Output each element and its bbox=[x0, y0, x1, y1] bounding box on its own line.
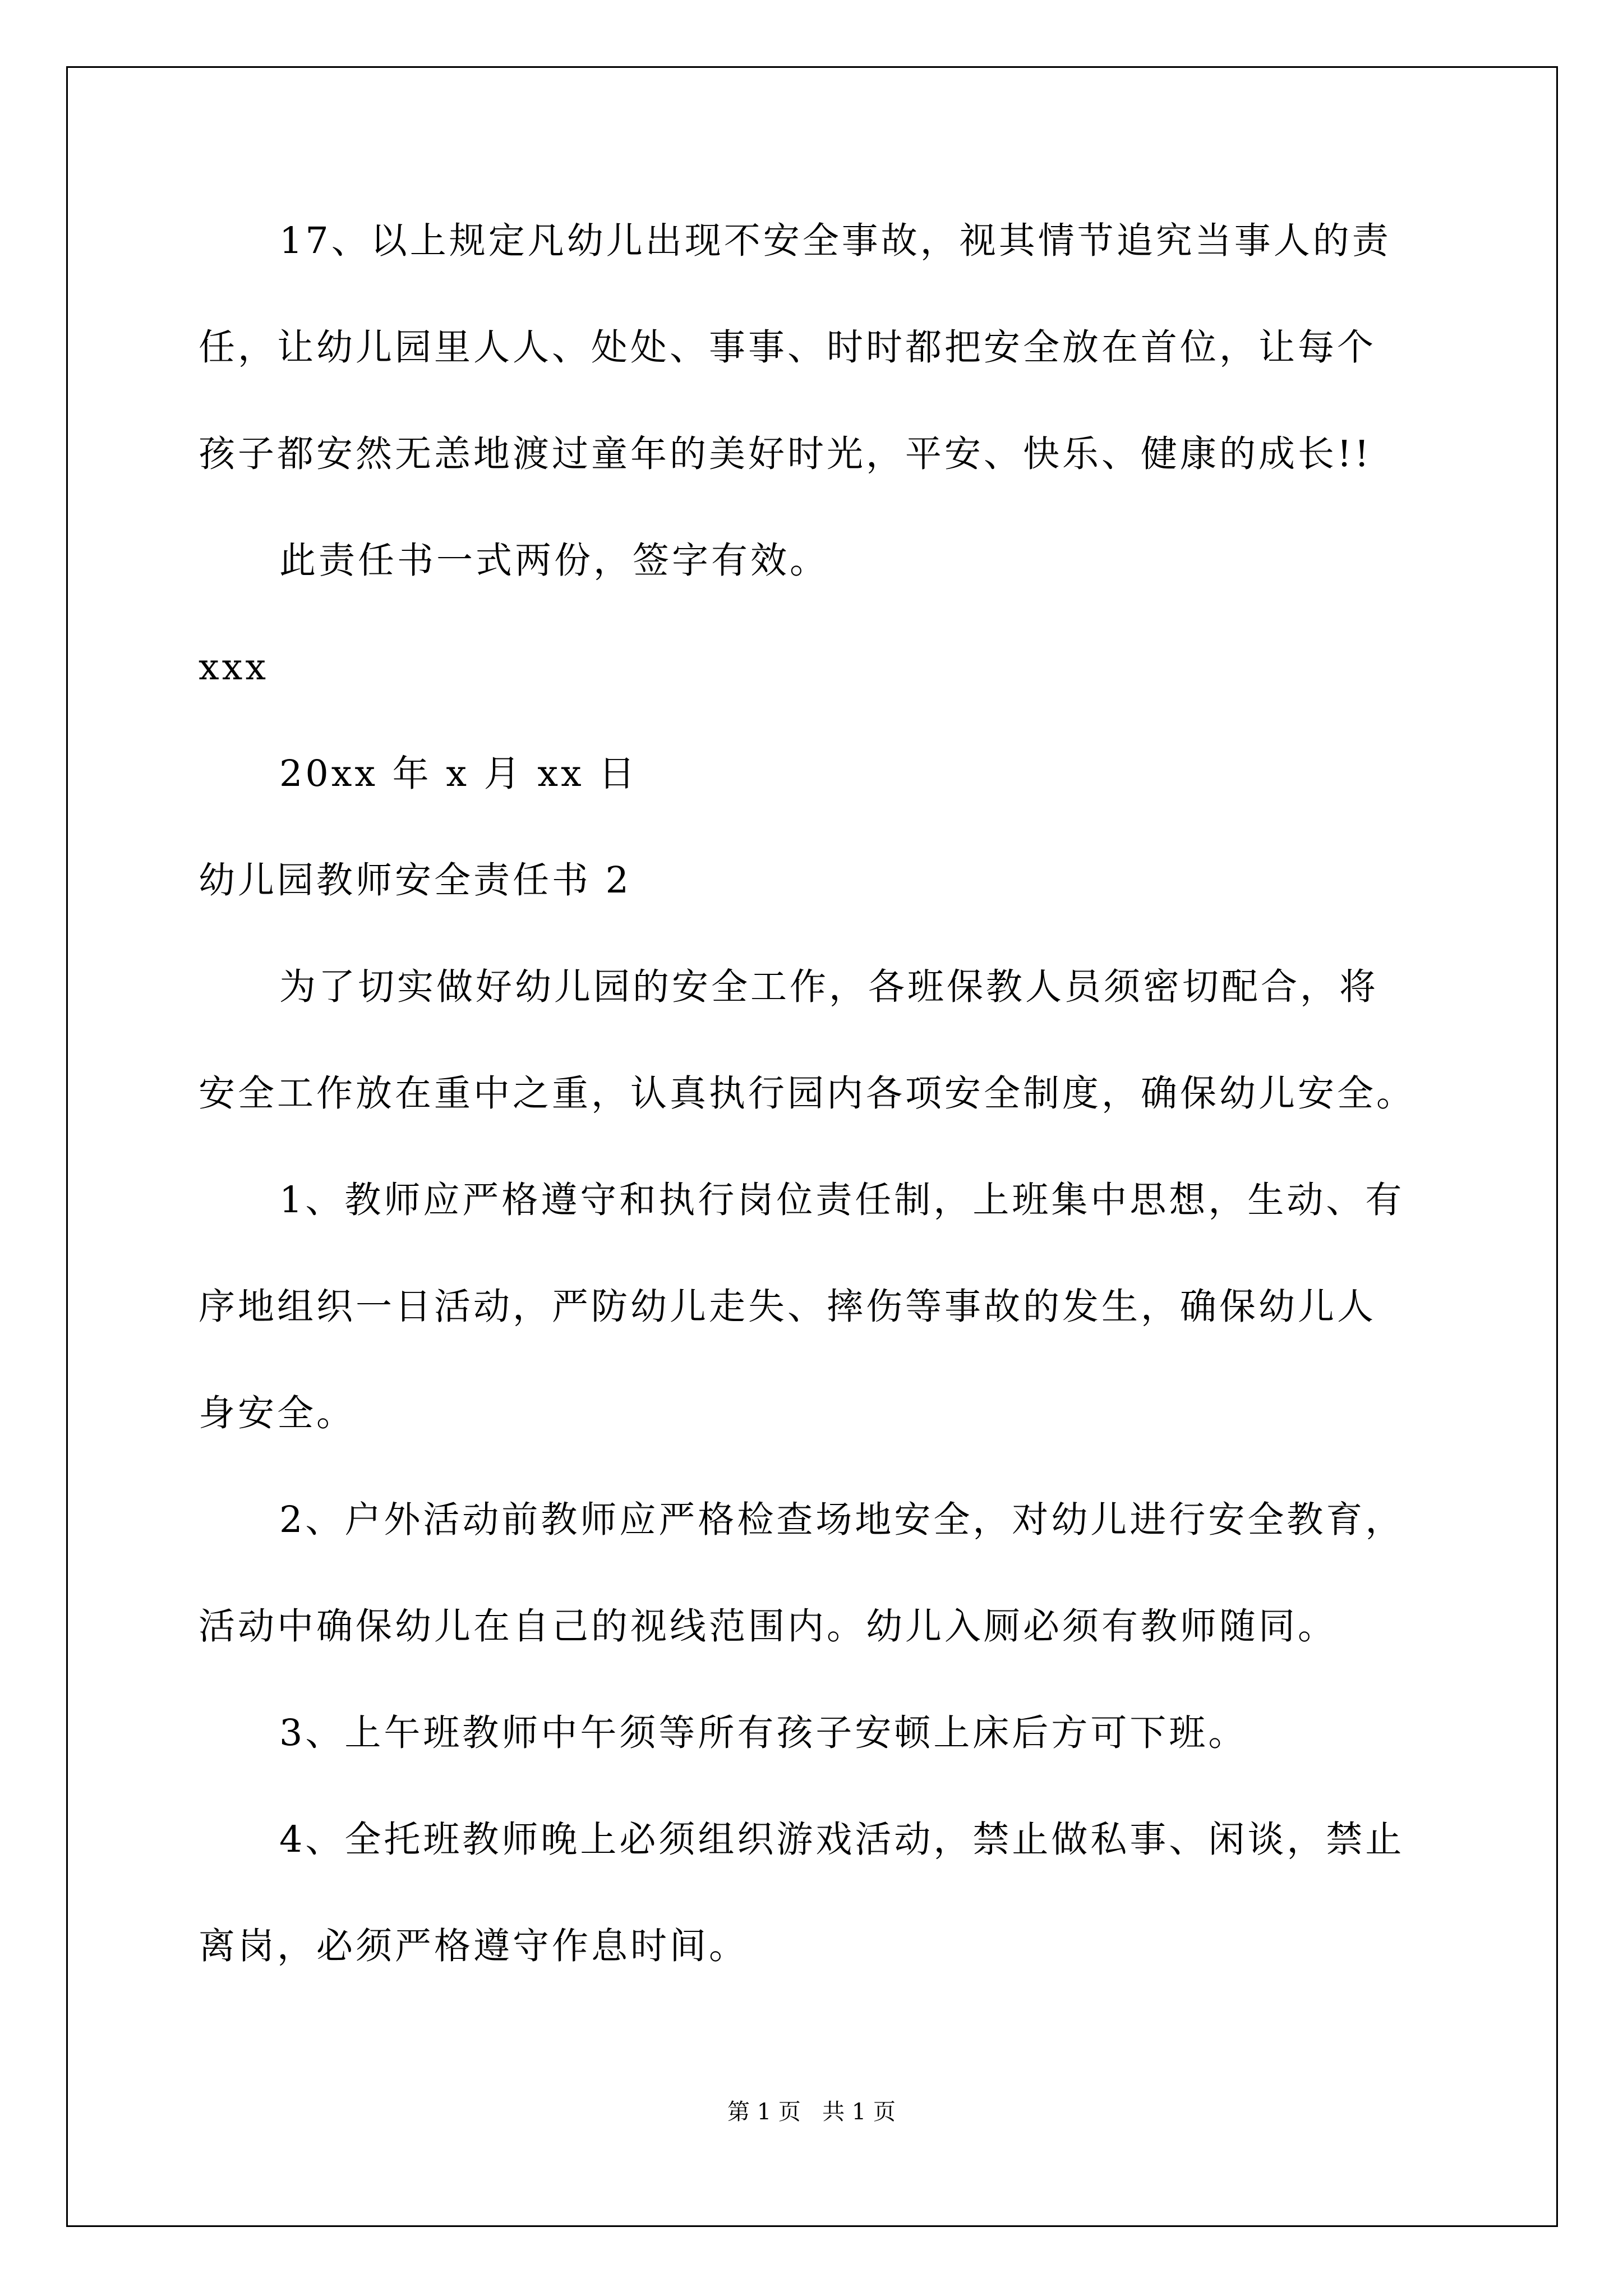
paragraph-line: 4、全托班教师晚上必须组织游戏活动，禁止做私事、闲谈，禁止 bbox=[279, 1819, 1405, 1861]
paragraph-line: 活动中确保幼儿在自己的视线范围内。幼儿入厕必须有教师随同。 bbox=[199, 1605, 1338, 1648]
signature-date: 20xx 年 x 月 xx 日 bbox=[279, 753, 638, 795]
section-title: 幼儿园教师安全责任书 2 bbox=[199, 859, 632, 901]
paragraph-line: 任，让幼儿园里人人、处处、事事、时时都把安全放在首位，让每个 bbox=[199, 326, 1377, 369]
paragraph-line: 孩子都安然无恙地渡过童年的美好时光，平安、快乐、健康的成长!! bbox=[199, 433, 1372, 475]
paragraph-line: 为了切实做好幼儿园的安全工作，各班保教人员须密切配合，将 bbox=[279, 966, 1379, 1008]
paragraph-line: 1、教师应严格遵守和执行岗位责任制，上班集中思想，生动、有 bbox=[279, 1179, 1405, 1221]
paragraph-line: 此责任书一式两份，签字有效。 bbox=[279, 540, 829, 582]
paragraph-line: 2、户外活动前教师应严格检查场地安全，对幼儿进行安全教育， bbox=[279, 1499, 1405, 1541]
paragraph-line: 安全工作放在重中之重，认真执行园内各项安全制度，确保幼儿安全。 bbox=[199, 1073, 1416, 1115]
paragraph-line: 身安全。 bbox=[199, 1392, 356, 1434]
page-footer: 第 1 页 共 1 页 bbox=[727, 2099, 896, 2125]
paragraph-line: 17、以上规定凡幼儿出现不安全事故，视其情节追究当事人的责 bbox=[279, 220, 1391, 262]
paragraph-line: 序地组织一日活动，严防幼儿走失、摔伤等事故的发生，确保幼儿人 bbox=[199, 1286, 1377, 1328]
paragraph-line: 3、上午班教师中午须等所有孩子安顿上床后方可下班。 bbox=[279, 1712, 1248, 1754]
signature-name: xxx bbox=[199, 646, 269, 688]
page-border bbox=[66, 66, 1558, 2227]
paragraph-line: 离岗，必须严格遵守作息时间。 bbox=[199, 1925, 749, 1967]
